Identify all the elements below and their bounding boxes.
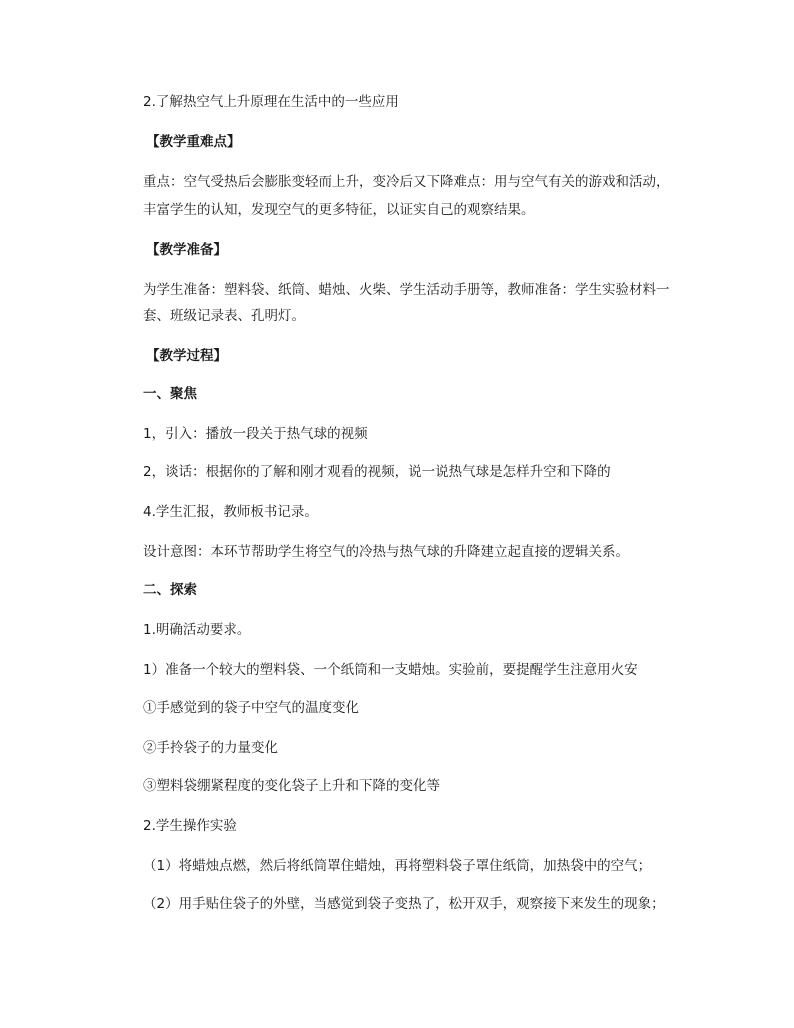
objective-item-2: 2.了解热空气上升原理在生活中的一些应用 [143,94,399,110]
section-heading-preparation: 【教学准备】 [146,242,227,258]
observation-item-1: ①手感觉到的袋子中空气的温度变化 [143,700,359,716]
key-points-paragraph-line-1: 重点：空气受热后会膨胀变轻而上升，变冷后又下降难点：用与空气有关的游戏和活动， [143,174,670,190]
focus-item-2: 2，谈话：根据你的了解和刚才观看的视频，说一说热气球是怎样升空和下降的 [143,464,611,480]
key-points-paragraph-line-2: 丰富学生的认知，发现空气的更多特征，以证实自己的观察结果。 [143,202,535,218]
focus-item-1: 1，引入：播放一段关于热气球的视频 [143,426,368,442]
observation-item-3: ③塑料袋绷紧程度的变化袋子上升和下降的变化等 [143,778,440,794]
focus-item-4: 4.学生汇报，教师板书记录。 [143,504,318,520]
explore-item-2: 2.学生操作实验 [143,818,237,834]
explore-item-1: 1.明确活动要求。 [143,622,251,638]
experiment-step-1: （1）将蜡烛点燃，然后将纸筒罩住蜡烛，再将塑料袋子罩住纸筒，加热袋中的空气； [143,858,652,874]
section-heading-key-points: 【教学重难点】 [146,134,241,150]
experiment-step-2: （2）用手贴住袋子的外壁，当感觉到袋子变热了，松开双手，观察接下来发生的现象； [143,896,665,912]
observation-item-2: ②手拎袋子的力量变化 [143,740,278,756]
design-intent-paragraph: 设计意图：本环节帮助学生将空气的冷热与热气球的升降建立起直接的逻辑关系。 [143,544,629,560]
section-heading-process: 【教学过程】 [146,348,227,364]
subheading-explore: 二、探索 [143,582,197,598]
explore-step-1: 1）准备一个较大的塑料袋、一个纸筒和一支蜡烛。实验前，要提醒学生注意用火安 [143,662,638,678]
subheading-focus: 一、聚焦 [143,386,197,402]
preparation-paragraph-line-1: 为学生准备：塑料袋、纸筒、蜡烛、火柴、学生活动手册等，教师准备：学生实验材料一 [143,282,670,298]
preparation-paragraph-line-2: 套、班级记录表、孔明灯。 [143,308,305,324]
